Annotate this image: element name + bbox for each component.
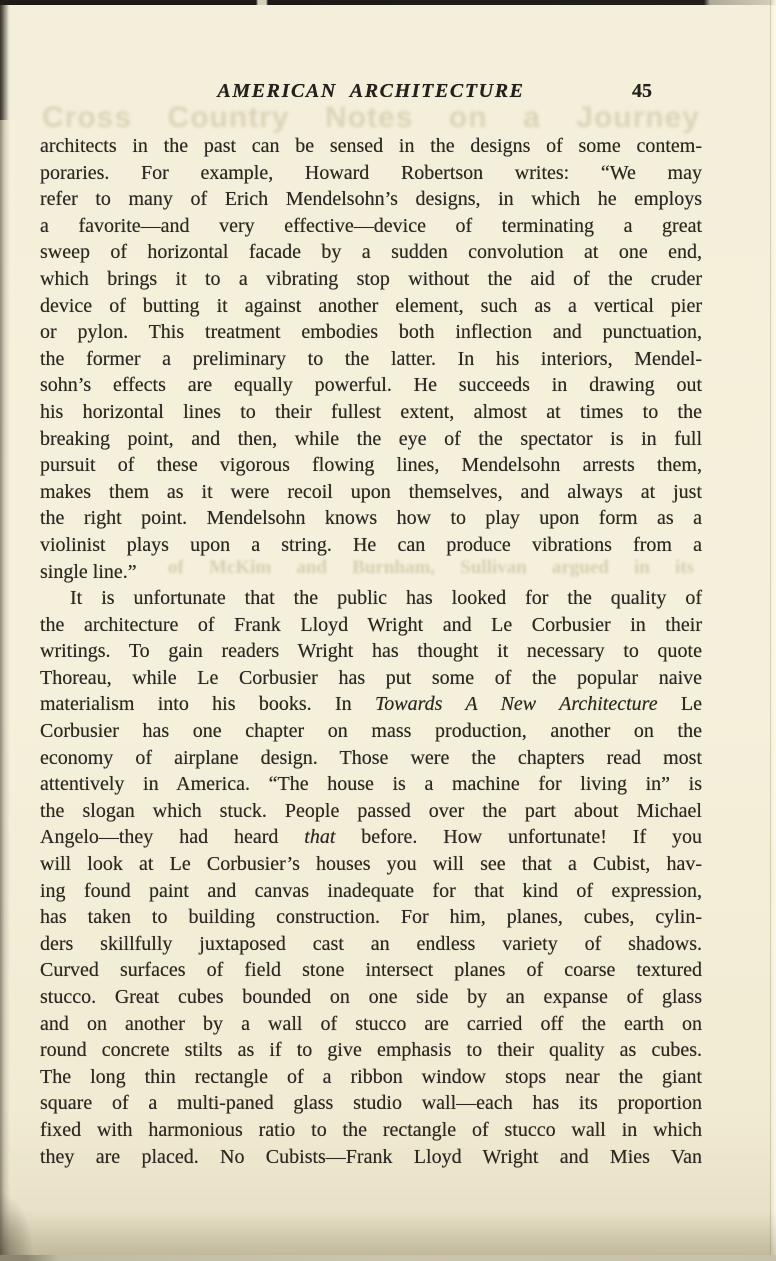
text-line bbox=[40, 160, 702, 187]
text-line bbox=[40, 1117, 702, 1144]
text-line bbox=[40, 771, 702, 798]
text-segment: will look at Le Corbusier’s houses you will see that a Cubist, hav- bbox=[40, 853, 702, 876]
text-line bbox=[40, 532, 702, 559]
page-edge-right-line bbox=[770, 0, 771, 1261]
text-line bbox=[40, 559, 702, 586]
text-segment: has taken to building construction. For him, planes, cubes, cylin- bbox=[40, 906, 702, 929]
text-line bbox=[40, 745, 702, 772]
bleed-through-line: of McKim and Burnham, Sullivan argued in its bbox=[168, 557, 694, 578]
text-segment: round concrete stilts as if to give emphasis to their quality as cubes. bbox=[40, 1039, 702, 1062]
scan-edge-bottom bbox=[0, 1255, 776, 1261]
text-segment: sweep of horizontal facade by a sudden convolution at one end, bbox=[40, 241, 702, 264]
text-segment: It is unfortunate that the public has looked for the quality of bbox=[70, 587, 702, 610]
text-segment: materialism into his books. In bbox=[40, 693, 375, 716]
scan-edge-top bbox=[0, 0, 776, 5]
text-line bbox=[40, 479, 702, 506]
text-segment: attentively in America. “The house is a machine for living in” is bbox=[40, 773, 702, 796]
corner-smudge-bottom-left bbox=[0, 1191, 34, 1261]
page-edge-left-top-smudge bbox=[0, 0, 9, 120]
bleed-through-heading: Cross Country Notes on a Journey bbox=[42, 101, 700, 134]
page-number: 45 bbox=[632, 80, 652, 102]
text-line bbox=[40, 1064, 702, 1091]
text-line bbox=[40, 1011, 702, 1038]
text-segment: writings. To gain readers Wright has thought it necessary to quote bbox=[40, 640, 702, 663]
text-segment: fixed with harmonious ratio to the rectangle of stucco wall in which bbox=[40, 1118, 702, 1141]
text-segment: refer to many of Erich Mendelsohn’s designs, in which he employs bbox=[40, 188, 702, 211]
italic-text: that bbox=[304, 826, 336, 849]
text-line bbox=[40, 931, 702, 958]
text-segment: Le bbox=[657, 693, 703, 716]
text-line bbox=[40, 346, 702, 373]
text-line bbox=[40, 665, 702, 692]
text-segment: or pylon. This treatment embodies both inflection and punctuation, bbox=[40, 321, 702, 344]
text-segment: ders skillfully juxtaposed cast an endless variety of shadows. bbox=[40, 932, 702, 955]
body-text bbox=[40, 133, 702, 1170]
text-segment: which brings it to a vibrating stop without the aid of the cruder bbox=[40, 267, 702, 290]
text-line bbox=[40, 1090, 702, 1117]
text-segment: economy of airplane design. Those were the chapters read most bbox=[40, 746, 702, 769]
text-line bbox=[40, 957, 702, 984]
text-segment: single line.” bbox=[40, 560, 137, 583]
text-line bbox=[40, 612, 702, 639]
text-segment: the architecture of Frank Lloyd Wright and Le Corbusier in their bbox=[40, 613, 702, 636]
text-line bbox=[40, 186, 702, 213]
text-line bbox=[40, 319, 702, 346]
text-line bbox=[40, 718, 702, 745]
text-segment: square of a multi-paned glass studio wall—each has its proportion bbox=[40, 1092, 702, 1115]
text-line bbox=[40, 213, 702, 240]
text-segment: violinist plays upon a string. He can produce vibrations from a bbox=[40, 533, 702, 556]
text-line bbox=[40, 638, 702, 665]
running-header bbox=[40, 78, 702, 104]
text-line bbox=[40, 133, 702, 160]
text-segment: Corbusier has one chapter on mass production, another on the bbox=[40, 720, 702, 743]
text-line bbox=[40, 239, 702, 266]
text-line bbox=[40, 984, 702, 1011]
text-line bbox=[40, 851, 702, 878]
text-line bbox=[40, 452, 702, 479]
text-segment: the former a preliminary to the latter. In his interiors, Mendel- bbox=[40, 347, 702, 370]
text-segment: architects in the past can be sensed in the designs of some contem- bbox=[40, 135, 702, 157]
text-segment: stucco. Great cubes bounded on one side by an expanse of glass bbox=[40, 986, 702, 1008]
running-header-title: AMERICAN ARCHITECTURE bbox=[217, 80, 525, 102]
text-line bbox=[40, 426, 702, 453]
text-line bbox=[40, 798, 702, 825]
text-segment: device of butting it against another element, such as a vertical pier bbox=[40, 294, 702, 317]
text-segment: Angelo—they had heard bbox=[40, 826, 305, 849]
text-line bbox=[40, 399, 702, 426]
text-line bbox=[40, 293, 702, 320]
text-line bbox=[40, 585, 702, 612]
text-segment: Thoreau, while Le Corbusier has put some of the popular naive bbox=[40, 666, 702, 689]
text-line bbox=[40, 1037, 702, 1064]
text-segment: Curved surfaces of field stone intersect planes of coarse textured bbox=[40, 959, 702, 982]
text-line bbox=[40, 266, 702, 293]
text-segment: the right point. Mendelsohn knows how to play upon form as a bbox=[40, 507, 702, 530]
text-segment: makes them as it were recoil upon themselves, and always at just bbox=[40, 480, 702, 503]
text-segment: and on another by a wall of stucco are carried off the earth on bbox=[40, 1012, 702, 1035]
text-segment: ing found paint and canvas inadequate for that kind of expression, bbox=[40, 879, 702, 902]
text-segment: his horizontal lines to their fullest extent, almost at times to the bbox=[40, 400, 702, 423]
text-segment: breaking point, and then, while the eye of the spectator is in full bbox=[40, 427, 702, 450]
text-line bbox=[40, 878, 702, 905]
text-segment: poraries. For example, Howard Robertson writes: “We may bbox=[40, 161, 702, 184]
text-segment: before. How unfortunate! If you bbox=[335, 826, 702, 849]
text-line bbox=[40, 1144, 702, 1171]
text-line bbox=[40, 904, 702, 931]
text-line bbox=[40, 691, 702, 718]
text-segment: they are placed. No Cubists—Frank Lloyd Wright and Mies Van bbox=[40, 1145, 702, 1168]
italic-text: Towards A New Architecture bbox=[374, 693, 658, 716]
text-segment: The long thin rectangle of a ribbon window stops near the giant bbox=[40, 1065, 702, 1088]
page-edge-left bbox=[0, 0, 10, 1261]
text-segment: a favorite—and very effective—device of terminating a great bbox=[40, 214, 702, 237]
text-line bbox=[40, 372, 702, 399]
text-segment: sohn’s effects are equally powerful. He succeeds in drawing out bbox=[40, 374, 702, 397]
text-line bbox=[40, 824, 702, 851]
text-segment: pursuit of these vigorous flowing lines, Mendelsohn arrests them, bbox=[40, 454, 702, 477]
text-segment: the slogan which stuck. People passed over the part about Michael bbox=[40, 799, 702, 822]
page-bottom-shadow bbox=[0, 1210, 776, 1256]
text-line bbox=[40, 505, 702, 532]
